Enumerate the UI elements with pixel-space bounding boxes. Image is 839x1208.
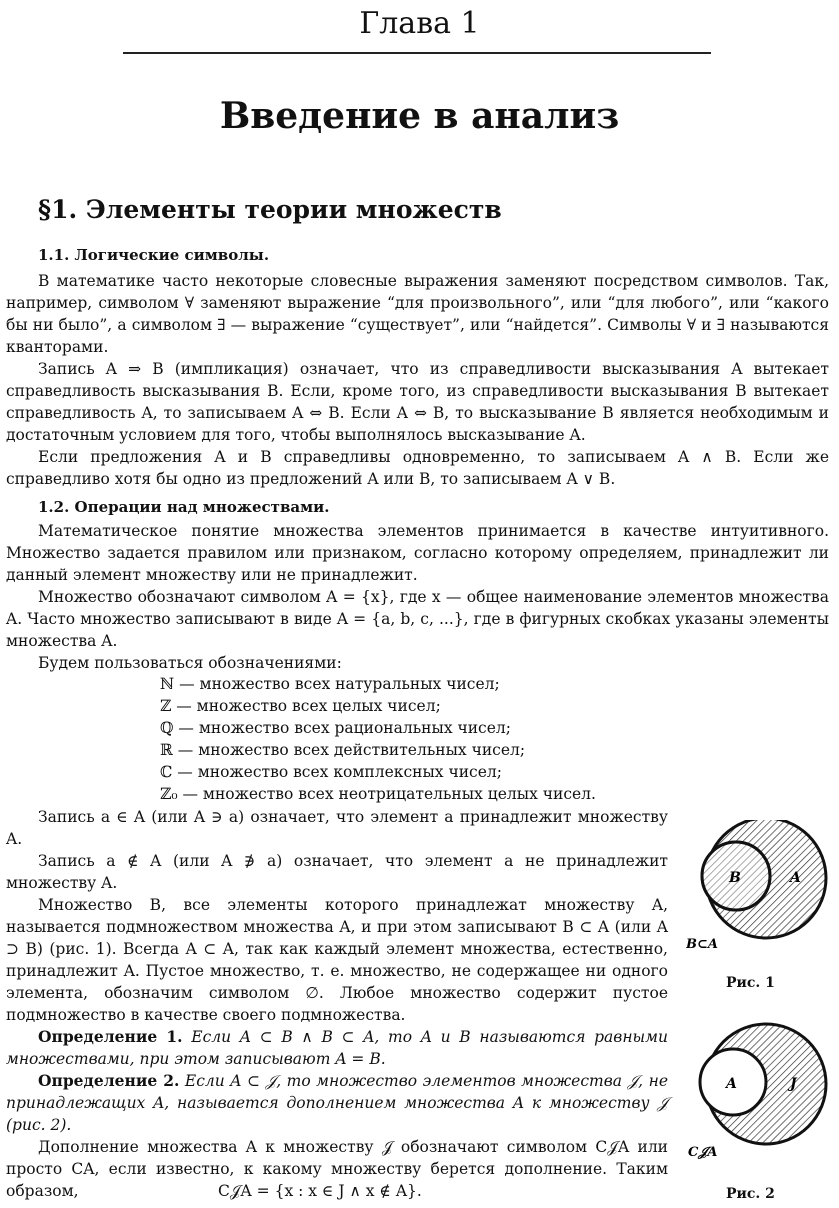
definition-2-text: Если A ⊂ 𝒥, то множество элементов множества 𝒥, не принадлежащих A, называется дополнением множества A к множеству 𝒥 (рис. 2). [6, 1072, 668, 1134]
list-item: ℤ₀ — множество всех неотрицательных целых чисел. [160, 785, 596, 803]
definition-1-head: Определение 1. [38, 1027, 183, 1046]
subset-note: B⊂A [686, 937, 718, 952]
definition-2-head: Определение 2. [38, 1071, 180, 1090]
chapter-title: Введение в анализ [219, 95, 620, 137]
chapter-rule [123, 52, 711, 54]
label-a: A [790, 870, 801, 886]
paragraph-complement: Дополнение множества A к множеству 𝒥 обозначают символом C𝒥A или просто CA, если известно, к какому множеству берется дополнение. Таким образом, [6, 1138, 668, 1200]
paragraph-set-notation: Множество обозначают символом A = {x}, где x — общее наименование элементов множества A. Часто множество записывают в виде A = {a, b, c, ...}, где в фигурных скобках указаны элементы множества A. [6, 588, 829, 650]
label-b: B [729, 870, 741, 886]
paragraph-subset: Множество B, все элементы которого принадлежат множеству A, называется подмножеством множества A, и при этом записывают B ⊂ A (или A ⊃ B) (рис. 1). Всегда A ⊂ A, так как каждый элемент множества, естественно, принадлежит A. Пустое множество, т. е. множество, не содержащее ни одного элемента, обозначим символом ∅. Любое множество содержит пустое подмножество в качестве своего подмножества. [6, 896, 668, 1024]
paragraph-block-3 [6, 806, 668, 1202]
definition-2 [6, 1070, 668, 1136]
paragraph-notation-intro: Будем пользоваться обозначениями: [38, 654, 342, 672]
label-a: A [726, 1076, 737, 1092]
list-item: ℂ — множество всех комплексных чисел; [160, 763, 502, 781]
subsection-1-2: 1.2. Операции над множествами. [38, 498, 330, 516]
chapter-heading: Глава 1 [359, 6, 480, 41]
definition-1 [6, 1026, 668, 1070]
list-item: ℚ — множество всех рациональных чисел; [160, 719, 511, 737]
figure-1-subset-diagram [686, 820, 834, 960]
paragraph-block-2 [6, 520, 829, 674]
number-sets-list [160, 673, 596, 805]
definition-1-text: Если A ⊂ B ∧ B ⊂ A, то A и B называются равными множествами, при этом записывают A = B. [6, 1028, 668, 1068]
list-item: ℤ — множество всех целых чисел; [160, 697, 441, 715]
paragraph-implication: Запись A ⇒ B (импликация) означает, что из справедливости высказывания A вытекает справедливость высказывания B. Если, кроме того, из справедливости высказывания B вытекает справедливость A, то записываем A ⇔ B. Если A ⇔ B, то высказывание B является необходимым и достаточным условием для того, чтобы выполнялось высказывание A. [6, 360, 829, 444]
figure-2-complement-diagram [686, 1014, 834, 1164]
list-item: ℕ — множество всех натуральных чисел; [160, 675, 500, 693]
complement-note: C𝒥A [688, 1145, 718, 1160]
figure-1-caption: Рис. 1 [726, 975, 775, 991]
complement-formula: C𝒥A = {x : x ∈ J ∧ x ∉ A}. [218, 1182, 422, 1200]
paragraph-conjunction: Если предложения A и B справедливы одновременно, то записываем A ∧ B. Если же справедливо хотя бы одно из предложений A или B, то записываем A ∨ B. [6, 448, 829, 488]
paragraph-quantifiers: В математике часто некоторые словесные выражения заменяют посредством символов. Так, например, символом ∀ заменяют выражение “для произвольного”, или “для любого”, или “какого бы ни было”, а символом ∃ — выражение “существует”, или “найдется”. Символы ∀ и ∃ называются кванторами. [6, 272, 829, 356]
paragraph-non-membership: Запись a ∉ A (или A ∌ a) означает, что элемент a не принадлежит множеству A. [6, 852, 668, 892]
section-heading: §1. Элементы теории множеств [38, 195, 502, 224]
list-item: ℝ — множество всех действительных чисел; [160, 741, 526, 759]
paragraph-block-1 [6, 270, 829, 490]
label-j: J [790, 1076, 797, 1092]
paragraph-membership: Запись a ∈ A (или A ∋ a) означает, что элемент a принадлежит множеству A. [6, 808, 668, 848]
subsection-1-1: 1.1. Логические символы. [38, 246, 270, 264]
paragraph-set-concept: Математическое понятие множества элементов принимается в качестве интуитивного. Множество задается правилом или признаком, согласно которому определяем, принадлежит ли данный элемент множеству или не принадлежит. [6, 522, 829, 584]
figure-2-caption: Рис. 2 [726, 1186, 775, 1202]
